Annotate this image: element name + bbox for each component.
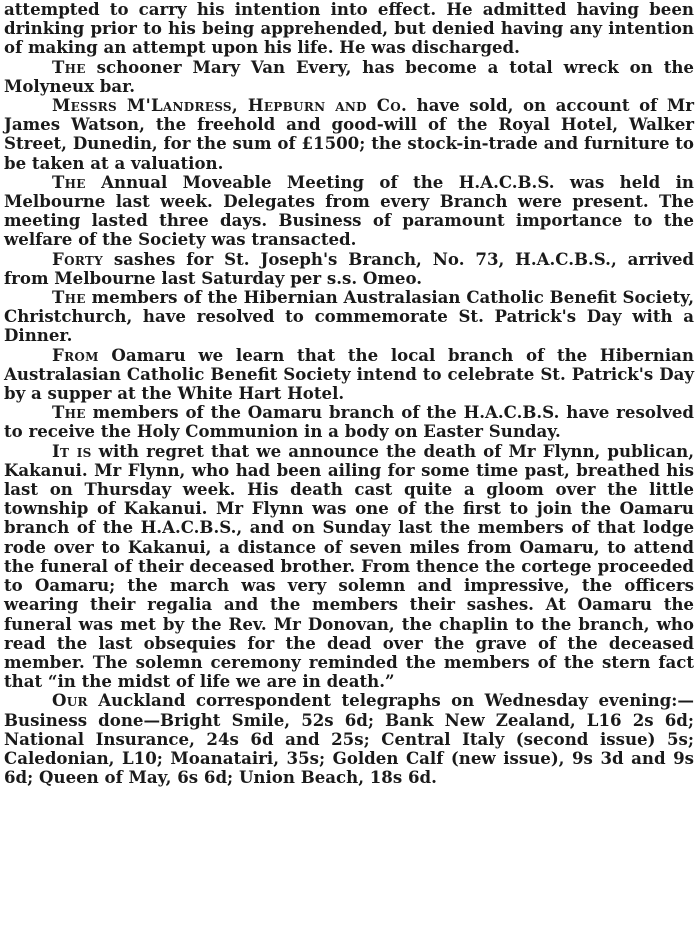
paragraph-continuation [4, 0, 694, 58]
paragraph-text: attempted to carry his intention into effect. He admitted having been drinking prior to his being apprehended, but denied having any intention of making an attempt upon his life. He was discharged. [4, 0, 694, 58]
paragraph-text: members of the Hibernian Australasian Catholic Benefit Society, Christchurch, have resolved to commemorate St. Patrick's Day with a Dinner. [4, 287, 694, 346]
paragraph-lead: Forty [52, 248, 103, 269]
paragraph-lead: The [52, 402, 86, 423]
paragraph-lead: The [52, 56, 86, 77]
paragraph-text: Auckland correspondent telegraphs on Wednesday evening:—Business done—Bright Smile, 52s 6d; Bank New Zealand, L16 2s 6d; National Insurance, 24s 6d and 25s; Central Italy (second issue) 5s; Caledonian, L10; Moanatairi, 35s; Golden Calf (new issue), 9s 3d and 9s 6d; Queen of May, 6s 6d; Union Beach, 18s 6d. [4, 690, 694, 788]
paragraph-oamaru-supper [4, 346, 694, 404]
paragraph-flynn-obituary [4, 442, 694, 692]
paragraph-lead: Our [52, 690, 88, 711]
paragraph-christchurch-dinner [4, 288, 694, 346]
paragraph-lead: Messrs M'Landress, Hepburn and Co. [52, 95, 408, 116]
news-column [4, 0, 694, 787]
paragraph-text: with regret that we announce the death of Mr Flynn, publican, Kakanui. Mr Flynn, who had been ailing for some time past, breathed his last on Thursday week. His death cast quite a gloom over the little township of Kakanui. Mr Flynn was one of the first to join the Oamaru branch of the H.A.C.B.S., and on Sunday last the members of that lodge rode over to Kakanui, a distance of seven miles from Oamaru, to attend the funeral of their deceased brother. From thence the cortege proceeded to Oamaru; the march was very solemn and impressive, the officers wearing their regalia and the members their sashes. At Oamaru the funeral was met by the Rev. Mr Donovan, the chaplin to the branch, who read the last obsequies for the dead over the grave of the deceased member. The solemn ceremony reminded the members of the stern fact that “in the midst of life we are in death.” [4, 440, 694, 692]
paragraph-text: schooner Mary Van Every, has become a total wreck on the Molyneux bar. [4, 56, 694, 96]
paragraph-text: sashes for St. Joseph's Branch, No. 73, H.A.C.B.S., arrived from Melbourne last Saturday per s.s. Omeo. [4, 248, 694, 288]
paragraph-annual-meeting [4, 173, 694, 250]
paragraph-text: have sold, on account of Mr James Watson, the freehold and good-will of the Royal Hotel, Walker Street, Dunedin, for the sum of £1500; the stock-in-trade and furniture to be taken at a valuation. [4, 95, 694, 173]
paragraph-hotel-sale [4, 96, 694, 173]
paragraph-text: Annual Moveable Meeting of the H.A.C.B.S. was held in Melbourne last week. Delegates from every Branch were present. The meeting lasted three days. Business of paramount importance to the welfare of the Society was transacted. [4, 171, 694, 250]
paragraph-text: members of the Oamaru branch of the H.A.C.B.S. have resolved to receive the Holy Communion in a body on Easter Sunday. [4, 402, 694, 442]
paragraph-lead: The [52, 171, 86, 192]
paragraph-lead: It is [52, 440, 92, 461]
paragraph-holy-communion [4, 403, 694, 441]
paragraph-lead: From [52, 344, 99, 365]
paragraph-auckland-shares [4, 691, 694, 787]
paragraph-sashes [4, 250, 694, 288]
paragraph-text: Oamaru we learn that the local branch of the Hibernian Australasian Catholic Benefit Society intend to celebrate St. Patrick's Day by a supper at the White Hart Hotel. [4, 344, 694, 404]
paragraph-lead: The [52, 287, 86, 308]
paragraph-schooner-wreck [4, 58, 694, 96]
